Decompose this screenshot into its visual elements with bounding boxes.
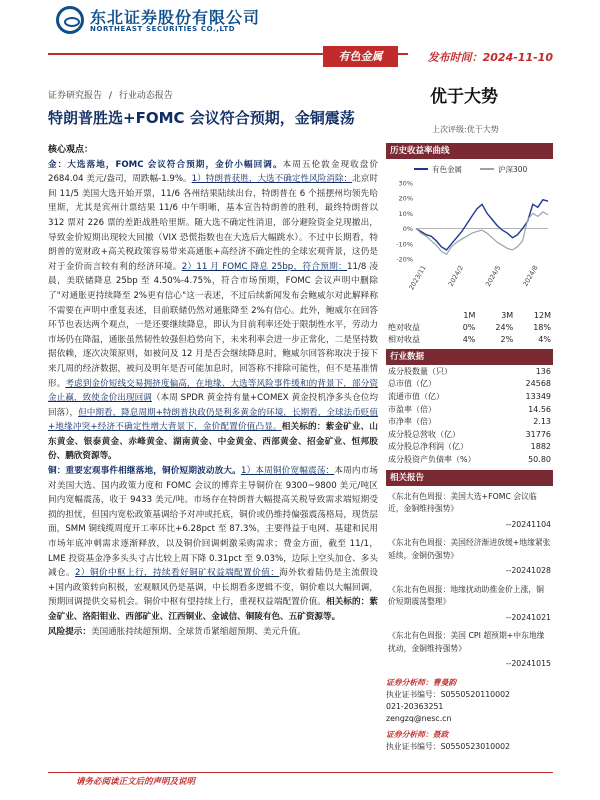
analyst-email[interactable]: zengzq@nesc.cn (386, 713, 452, 723)
text-span: 北京时间 11/5 美国大选开始开票，11/6 各州结果陆续出台，特朗普在 6 个摇摆州均领先哈里斯，尤其是宾州计票结果 11/6 中午明晰，基本宣告特朗普的胜利，最终特朗普以 312 票对 226 票的差距战胜哈里斯。随大选不确定性消退，部分避险资金兑现撤出，导致金价短期出现较大回撤（VIX 恐慌指数也在大选后大幅跳水）。不过中长期看，特朗普的宽财政+高关税政策容易带来高通胀+高经济不确定性的全球宏观背景，这仍是对于金价而言较有利的经济环境。 (48, 174, 378, 272)
table-cell: 4% (538, 334, 551, 344)
table-cell: 成分股总净利润（亿） (388, 442, 468, 452)
previous-rating: 上次评级:优于大势 (432, 125, 499, 134)
analyst-block (386, 677, 553, 753)
table-cell: 14.56 (528, 404, 551, 414)
table-row (386, 453, 553, 466)
risk-heading: 风险提示： (48, 626, 91, 637)
y-tick-label: -20% (396, 255, 413, 264)
performance-heading: 历史收益率曲线 (386, 143, 553, 159)
table-row (386, 378, 553, 391)
table-cell: 24568 (525, 379, 551, 389)
performance-chart (386, 159, 553, 309)
table-cell: 绝对收益 (388, 322, 420, 332)
table-cell: 24% (495, 322, 514, 332)
table-cell: 2% (500, 334, 514, 344)
copper-paragraph (48, 464, 378, 625)
table-header-row (386, 309, 553, 321)
x-tick-label: 2023/11 (407, 264, 428, 292)
x-tick-label: 2024/5 (484, 264, 503, 288)
sidebar (386, 143, 553, 753)
gold-point-3: 考虑到金价短线交易拥挤度偏高，在地缘、大选等风险事件缓和的背景下，部分资金止赢，致使金价出现回调 (48, 378, 378, 404)
table-cell: 相对收益 (388, 334, 420, 344)
x-tick-label: 2024/2 (446, 264, 466, 288)
y-tick-label: 30% (398, 179, 413, 188)
table-row (386, 365, 553, 378)
logo-mark-icon (56, 6, 84, 34)
table-row (386, 403, 553, 416)
breadcrumb (48, 88, 177, 101)
footer-disclaimer: 请务必阅读正文后的声明及说明 (76, 777, 196, 787)
gold-point-2: 2）11 月 FOMC 降息 25bp，符合预期： (181, 261, 348, 272)
table-cell: 50.80 (528, 454, 551, 464)
table-row (386, 333, 553, 345)
analyst-license: 执业证书编号：S0550520110002 (386, 689, 511, 699)
core-points-heading: 核心观点： (48, 145, 94, 155)
table-row (386, 441, 553, 454)
analyst-name: 证券分析师：曹曼韵 (386, 677, 457, 687)
risk-paragraph (48, 625, 378, 640)
table-cell: 流通市值（亿） (388, 391, 444, 401)
table-header-cell: 3M (501, 310, 514, 320)
gold-related-stocks: 紫金矿业、山东黄金、银泰黄金、赤峰黄金、湖南黄金、中金黄金、西部黄金、招金矿业、恒邦股份、鹏欣资源等。 (48, 422, 378, 462)
company-name-cn: 东北证券股份有限公司 (90, 8, 261, 27)
table-cell: 2.13 (533, 417, 551, 427)
series-line (416, 200, 548, 250)
breadcrumb-item: 证券研究报告 (48, 91, 103, 101)
gold-lead: 金：大选落地，FOMC 会议符合预期，金价小幅回调。 (48, 159, 283, 170)
y-tick-label: -10% (396, 240, 413, 249)
report-title: 特朗普胜选+FOMC 会议符合预期，金铜震荡 (48, 109, 355, 127)
table-cell: 成分股总营收（亿） (388, 429, 460, 439)
table-cell: 13349 (525, 391, 551, 401)
breadcrumb-item: 行业动态报告 (118, 91, 173, 101)
table-cell: 总市值（亿） (388, 379, 436, 389)
footer-divider (48, 772, 553, 773)
related-heading: 相关标的： (281, 422, 326, 433)
table-cell: 4% (462, 334, 476, 344)
table-row (386, 415, 553, 428)
table-row (386, 428, 553, 441)
table-cell: 31776 (525, 429, 551, 439)
analyst-phone: 021-20363251 (386, 701, 444, 711)
table-row (386, 321, 553, 333)
rating: 优于大势 (430, 87, 498, 107)
related-heading: 相关标的： (325, 597, 370, 608)
performance-table (386, 309, 553, 345)
text-span: SMM 铜线缆周度开工率环比+6.28pct 至 87.3%，主要得益于电网、基建和民用市场年底冲刺需求逐渐释放，以及铜价回调刺激采购需求；费金方面，截至 11/1，LME 投资基金净多头头寸占比较上周下降 0.31pct 至 9.03%，边际上空头加仓、多头减仓。 (48, 524, 378, 579)
industry-data-heading: 行业数据 (386, 349, 553, 365)
legend-label: 沪深300 (498, 165, 528, 174)
y-tick-label: 20% (398, 194, 413, 203)
copper-point-2: 2）铜价中枢上行，持续看好铜矿权益端配置价值： (75, 568, 280, 579)
sector-tag: 有色金属 (323, 46, 398, 67)
table-row (386, 390, 553, 403)
text-span: 海外软着陆仍是主流假设+国内政策转向积极，宏观顺风仍是基调，中长期看多逻辑不变，铜价难以大幅回调，预期回调提供交易机会。铜价中枢有望持续上行，重视权益端配置价值。 (48, 568, 378, 608)
report-link[interactable]: 《东北有色周报：美国大选+FOMC 会议临近，金铜维持强势》 (388, 491, 537, 514)
breadcrumb-separator: / (108, 91, 112, 101)
table-cell: 市盈率（倍） (388, 404, 436, 414)
text-span: 本周五伦敦金现收盘价 2684.04 美元/盎司，周跌幅-1.9%。 (48, 159, 378, 185)
analyst-license: 执业证书编号：S0550523010002 (386, 741, 511, 751)
table-cell: 成分股数量（只） (388, 366, 452, 376)
report-date: --20241028 (505, 566, 551, 576)
report-date: --20241021 (505, 612, 551, 622)
risk-text: 美国通胀持续超预期、全球货币紧缩超预期、美元升值。 (90, 626, 306, 637)
copper-lead: 铜：重要宏观事件相继落地，铜价短期波动放大。 (48, 466, 241, 477)
gold-point-4: 但中期看，降息周期+特朗普执政仍是利多黄金的环境，长期看，全球法币贬值+地缘冲突+经济不确定性增大背景下，金价配置价值凸显。 (48, 407, 378, 433)
text-span: 本周内市场对美国大选、国内政策力度和 FOMC 会议的博弈主导铜价在 9300~9800 美元/吨区间内宽幅震荡，收于 9433 美元/吨。市场存在特朗普大幅提高关税导致需求端短期受损的担忧，但国内宽松政策基调给予对冲或托底，铜价或仍维持偏强震荡格局，现货层面， (48, 466, 378, 535)
related-reports-heading: 相关报告 (386, 470, 553, 486)
report-link[interactable]: 《东北有色周报：美国 CPI 超预期+中东地缘扰动，金铜维持强势》 (388, 631, 545, 653)
performance-chart-svg (386, 159, 553, 309)
table-cell: 成分股资产负债率（%） (388, 454, 476, 464)
report-link[interactable]: 《东北有色周报：地缘扰动助推金价上涨，铜价短期震荡整理》 (388, 584, 544, 607)
gold-point-1: 1）特朗普获胜，大选不确定性风险消除： (191, 174, 353, 185)
text-span: （本周 SPDR 黄金持有量+COMEX 黄金投机净多头仓位均回落）， (48, 393, 378, 418)
analyst-name: 证券分析师：聂政 (386, 729, 449, 739)
report-body (48, 143, 378, 771)
report-date: --20241104 (505, 519, 551, 529)
series-line (416, 212, 548, 255)
table-cell: 市净率（倍） (388, 417, 436, 427)
text-span: 11/8 凌晨，美联储降息 25bp 至 4.50%-4.75%，符合市场预期，FOMC 会议声明中删除了"对通胀更持续降至 2%更有信心"这一表述，不过后续新闻发布会鲍威尔对此解释称不需要在声明中重复表述，目前联储仍然对通胀降至 2%有信心。此外，鲍威尔在回答环节也表达两个观点，一是还要继续降息，即认为目前利率还处于限制性水平，劳动力市场仍在降温，通胀虽然韧性较强但趋势向下，未来利率会进一步正常化，二是坚持数据依赖，逐次决策原则，如被问及 12 月是否会继续降息时，鲍威尔回答称取决于接下来几周的经济数据，被问及明年是否可能加息时，回答称不排除可能性，但不是基准情形。 (48, 261, 378, 389)
table-header-cell: 1M (463, 310, 476, 320)
report-date: --20241015 (505, 659, 551, 669)
publish-date: 发布时间：2024-11-10 (408, 47, 553, 68)
table-cell: 1882 (530, 442, 551, 452)
industry-data-table (386, 365, 553, 466)
copper-related-stocks: 紫金矿业、洛阳钼业、西部矿业、江西铜业、金诚信、铜陵有色、五矿资源等。 (48, 597, 378, 622)
y-tick-label: 0% (402, 225, 413, 234)
table-header-cell (386, 309, 448, 321)
related-reports-list (386, 486, 553, 671)
company-name-en: NORTHEAST SECURITIES CO.,LTD (90, 25, 236, 33)
copper-point-1: 1）本周铜价宽幅震荡： (240, 466, 335, 477)
table-cell: 0% (462, 322, 476, 332)
y-tick-label: 10% (398, 209, 413, 218)
company-logo (56, 6, 276, 36)
report-link[interactable]: 《东北有色周报：美国经济渐进放缓+地缘紧张延续，金铜仍强势》 (388, 538, 551, 560)
table-cell: 18% (533, 322, 551, 332)
table-cell: 136 (535, 366, 551, 376)
legend-label: 有色金属 (432, 165, 462, 174)
table-header-cell: 12M (533, 310, 551, 320)
x-tick-label: 2024/8 (521, 264, 540, 288)
gold-paragraph (48, 158, 378, 464)
